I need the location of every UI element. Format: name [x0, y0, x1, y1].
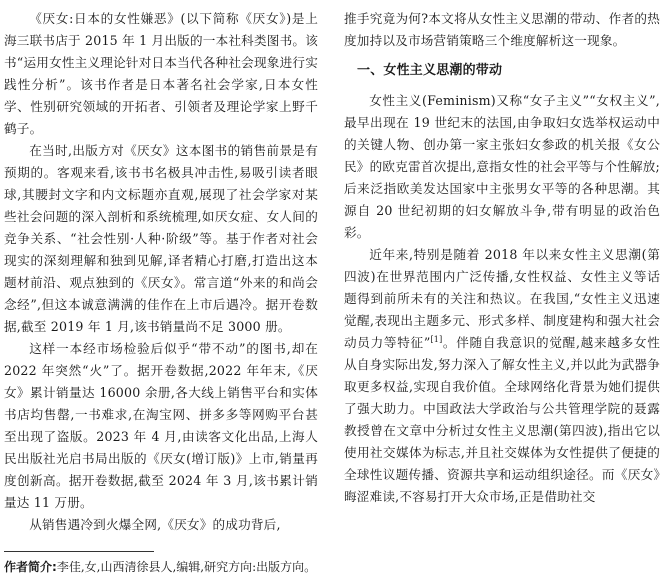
paragraph-fourth-wave [344, 244, 660, 508]
citation-ref[interactable]: [1] [430, 334, 443, 344]
paragraph-book-intro: 《厌女:日本的女性嫌恶》(以下简称《厌女》)是上海三联书店于 2015 年 1 月出版的一本社科类图书。该书“运用女性主义理论针对日本当代各种社会现象进行实践性分析”。该书作者是日本著名社会学家,日本女性学、性别研究领域的开拓者、引领者及理论学家上野千鹤子。 [4, 11, 318, 136]
paragraph-fourth-wave-text-b: 。伴随自我意识的觉醒,越来越多女性从自身实际出发,努力深入了解女性主义,并以此为武器争取更多权益,实现自我价值。全球网络化背景为她们提供了强大助力。中国政法大学政治与公共管理学院的聂露教授曾在文章中分析过女性主义思潮(第四波),指出它以使用社交媒体为标志,并且社交媒体为女性提供了便捷的全球性议题传播、资源共享和运动组织途径。而《厌女》晦涩难读,不容易打开大众市场,正是借助社交 [344, 335, 660, 504]
paragraph-success-transition: 从销售遇冷到火爆全网,《厌女》的成功背后, [29, 517, 281, 532]
paragraph-fourth-wave-text-a: 近年来,特别是随着 2018 年以来女性主义思潮(第四波)在世界范围内广泛传播,女性权益、女性主义等话题得到前所未有的关注和热议。在我国,“女性主义迅速觉醒,表现出主题多元、形式多样、制度建构和强大社会动员力等特征” [344, 247, 660, 350]
paragraph-sales-expectation: 在当时,出版方对《厌女》这本图书的销售前景是有预期的。客观来看,该书书名极具冲击性,易吸引读者眼球,其腰封文字和内文标题亦直观,展现了社会学家对某些社会问题的深入剖析和系统梳理,如厌女症、女人间的竞争关系、“社会性别·人种·阶级”等。基于作者对社会现实的深刻理解和独到见解,译者精心打磨,打造出这本题材前沿、观点独到的《厌女》。常言道“外来的和尚会念经”,但这本诚意满满的佳作在上市后遇冷。据开卷数据,截至 2019 年 1 月,该书销量尚不足 3000 册。 [4, 143, 318, 334]
paragraph-sudden-popularity: 这样一本经市场检验后似乎“带不动”的图书,却在 2022 年突然“火”了。据开卷数据,2022 年年末,《厌女》累计销量达 16000 余册,各大线上销售平台和实体书店均售罄,一书难求,在淘宝网、拼多多等网购平台甚至出现了盗版。2023 年 4 月,由读客文化出品,上海人民出版社光启书局出版的《厌女(增订版)》上市,销量再度创新高。据开卷数据,截至 2024 年 3 月,该书累计销量达 11 万册。 [4, 341, 318, 510]
author-bio [4, 558, 316, 576]
author-bio-text: 李佳,女,山西清徐县人,编辑,研究方向:出版方向。 [56, 560, 317, 574]
footnote-divider [4, 551, 154, 552]
left-column [4, 8, 318, 536]
right-column [344, 8, 660, 508]
section-heading: 一、女性主义思潮的带动 [357, 63, 503, 78]
paragraph-feminism-definition: 女性主义(Feminism)又称“女子主义”“女权主义”,最早出现在 19 世纪末的法国,由争取妇女选举权运动中的关键人物、创办第一家主张妇女参政的机关报《女公民》的欧克雷首次提出,意指女性的社会平等与个性解放;后来泛指欧美发达国家中主张男女平等的各种思潮。其源自 20 世纪初期的妇女解放斗争,带有明显的政治色彩。 [344, 93, 660, 240]
paragraph-article-overview: 推手究竟为何?本文将从女性主义思潮的带动、作者的热度加持以及市场营销策略三个维度解析这一现象。 [344, 11, 660, 48]
author-bio-label: 作者简介: [4, 560, 57, 574]
